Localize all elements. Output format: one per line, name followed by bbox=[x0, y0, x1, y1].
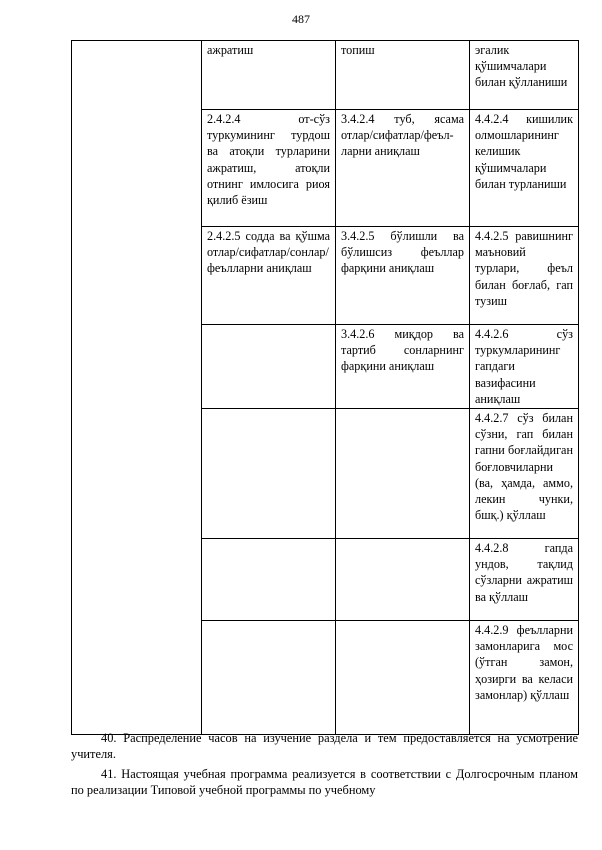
section-cell bbox=[72, 41, 202, 735]
table-cell-grade-2 bbox=[202, 325, 336, 409]
learning-objectives-table bbox=[71, 40, 579, 735]
table-cell-grade-4: 4.4.2.6 сўз туркумларининг гапдаги вазифасини аниқлаш bbox=[470, 325, 579, 409]
table-cell-grade-4: 4.4.2.5 равишнинг маъновий турлари, феъл билан боғлаб, гап тузиш bbox=[470, 227, 579, 325]
paragraph-40-text: 40. Распределение часов на изучение раздела и тем предоставляется на усмотрение учителя. bbox=[71, 731, 578, 761]
table-cell-grade-4: 4.4.2.9 феълларни замонларига мос (ўтган замон, ҳозирги ва келаси замонлар) қўллаш bbox=[470, 621, 579, 735]
table-cell-grade-2: ажратиш bbox=[202, 41, 336, 110]
table-cell-grade-2 bbox=[202, 539, 336, 621]
table-cell-grade-3 bbox=[336, 409, 470, 539]
paragraph-41-text: 41. Настоящая учебная программа реализуется в соответствии с Долгосрочным планом по реализации Типовой учебной программы по учебному bbox=[71, 767, 578, 797]
table-cell-grade-2: 2.4.2.5 содда ва қўшма отлар/сифатлар/сонлар/ феълларни аниқлаш bbox=[202, 227, 336, 325]
paragraph-41 bbox=[71, 766, 578, 798]
paragraph-40 bbox=[71, 730, 578, 762]
table-cell-grade-4: 4.4.2.8 гапда ундов, тақлид сўзларни ажратиш ва қўллаш bbox=[470, 539, 579, 621]
table-cell-grade-3: 3.4.2.6 миқдор ва тартиб сонларнинг фарқини аниқлаш bbox=[336, 325, 470, 409]
table-cell-grade-4: 4.4.2.4 кишилик олмошларининг келишик қўшимчалари билан турланиши bbox=[470, 110, 579, 227]
table-cell-grade-4: 4.4.2.7 сўз билан сўзни, гап билан гапни боғлайдиган боғловчиларни (ва, ҳамда, аммо, лекин чунки, бшқ.) қўллаш bbox=[470, 409, 579, 539]
table-cell-grade-2: 2.4.2.4 от-сўз туркумининг турдош ва атоқли турларини ажратиш, атоқли отнинг имлосига риоя қилиб ёзиш bbox=[202, 110, 336, 227]
table-cell-grade-3: 3.4.2.4 туб, ясама отлар/сифатлар/феъл-ларни аниқлаш bbox=[336, 110, 470, 227]
table-cell-grade-2 bbox=[202, 621, 336, 735]
table-cell-grade-3 bbox=[336, 539, 470, 621]
table-cell-grade-3: 3.4.2.5 бўлишли ва бўлишсиз феъллар фарқини аниқлаш bbox=[336, 227, 470, 325]
table-cell-grade-3 bbox=[336, 621, 470, 735]
table-cell-grade-3: топиш bbox=[336, 41, 470, 110]
table-row bbox=[72, 41, 579, 110]
table-cell-grade-4: эгалик қўшимчалари билан қўлланиши bbox=[470, 41, 579, 110]
table-cell-grade-2 bbox=[202, 409, 336, 539]
page-number: 487 bbox=[292, 12, 310, 26]
